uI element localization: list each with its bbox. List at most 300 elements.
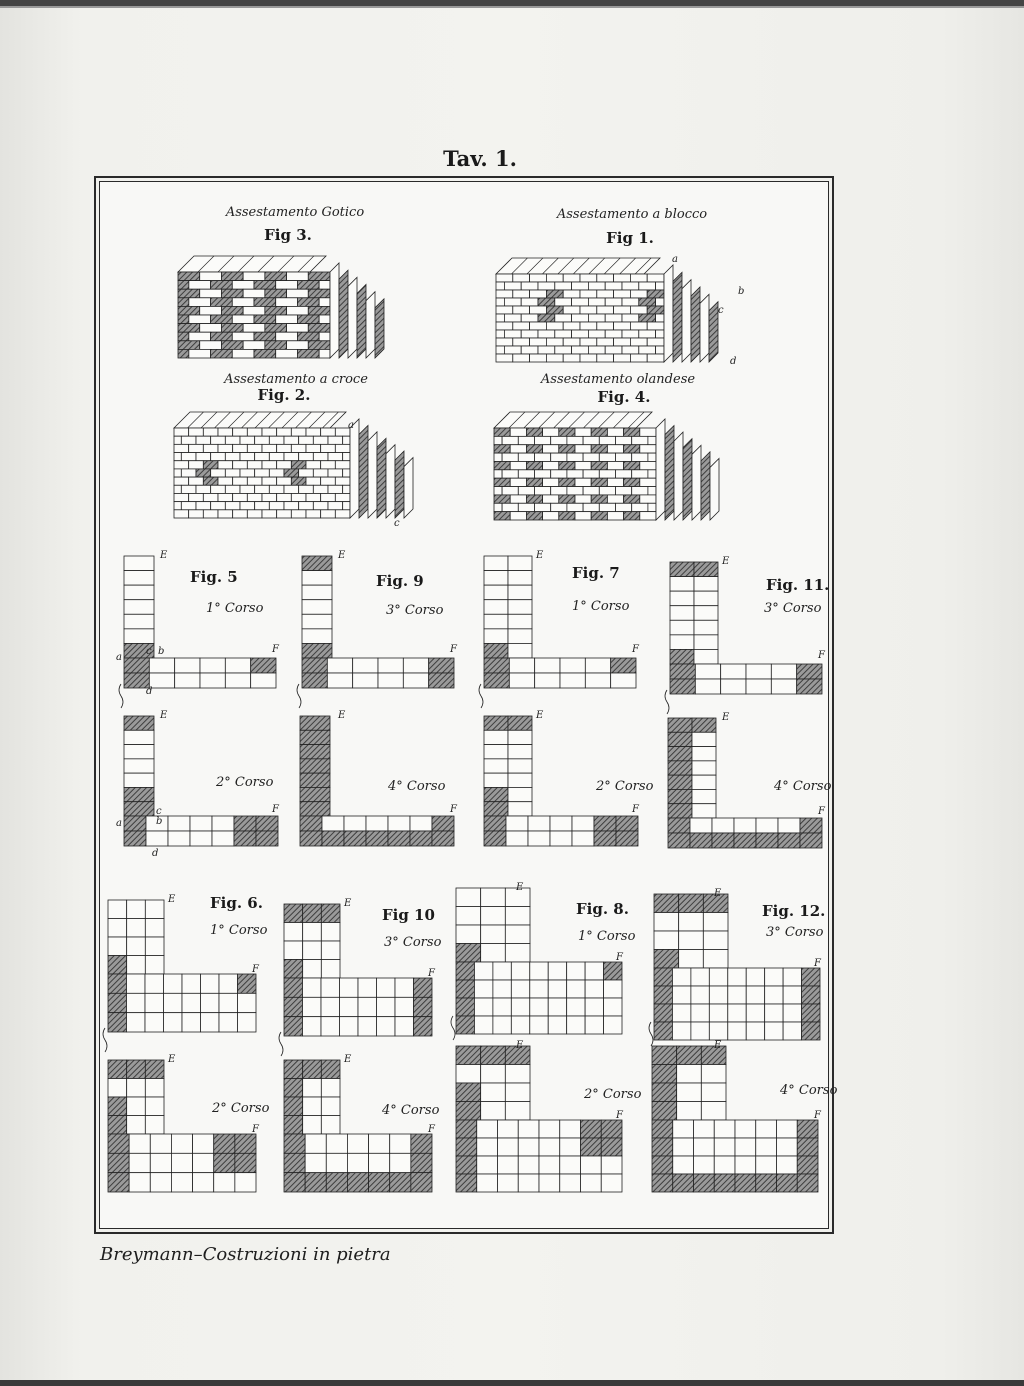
wall-brick [196, 469, 211, 477]
fig9-course-2-brick [300, 759, 330, 773]
fig8-course-1-brick [493, 980, 511, 998]
fig12-course-1-brick [709, 1022, 727, 1040]
fig12-course-1-brick [691, 1022, 709, 1040]
wall-brick [535, 487, 551, 495]
fig6-course-2-brick [235, 1134, 256, 1153]
fig5-course-1-brick [175, 673, 200, 688]
fig6-course-2-brick [127, 1116, 146, 1135]
fig5-course-2-brick [212, 831, 234, 846]
fig10-course-1-brick [414, 978, 433, 997]
fig8-course-2-brick [560, 1120, 581, 1138]
fig8-course-2-brick [477, 1174, 498, 1192]
fig7-course-1-brick [484, 585, 508, 600]
fig11-course-2-brick [734, 818, 756, 833]
fig10-course-2-brick [321, 1097, 340, 1116]
wall-brick [247, 428, 262, 436]
wall-brick [297, 349, 319, 358]
wall-brick [240, 502, 255, 510]
fig10-course-2-brick [369, 1173, 390, 1192]
wall-brick [656, 282, 664, 290]
wall-step-side [350, 419, 359, 518]
fig6-course-1-brick [108, 919, 127, 938]
fig12-course-2-brick [714, 1156, 735, 1174]
wall-brick [221, 306, 243, 315]
fig10-course-2-brick [305, 1173, 326, 1192]
wall-step-side [375, 299, 384, 358]
wall-brick [319, 332, 330, 341]
wall-brick [203, 428, 218, 436]
fig11-course-1-brick [694, 649, 718, 664]
wall-brick [647, 322, 664, 330]
fig9-course-2-brick [300, 730, 330, 744]
wall-brick [597, 354, 614, 362]
fig6-course-1-brick [127, 919, 146, 938]
wall-brick [287, 289, 309, 298]
fig9-course-1-brick [403, 658, 428, 673]
fig6-course-2-label: 2° Corso [212, 1101, 270, 1116]
fig11-course-1-brick [746, 679, 771, 694]
fig11-course-2-brick [690, 818, 712, 833]
wall-brick [247, 477, 262, 485]
fig8-course-2-brick [539, 1174, 560, 1192]
wall-step-side [357, 285, 366, 359]
fig10-course-1-brick [321, 941, 340, 960]
wall-brick [647, 338, 664, 346]
fig9-course-1-brick [302, 643, 332, 658]
fig5-course-2-brick [124, 773, 154, 787]
fig10-course-1-brick [321, 923, 340, 942]
fig12-course-2-brick [652, 1046, 677, 1065]
fig8-course-1-brick [481, 888, 506, 907]
wall-brick [494, 495, 510, 503]
wall-brick [211, 453, 226, 461]
wall-brick [607, 478, 623, 486]
wall-brick [319, 298, 330, 307]
wall-brick [616, 503, 632, 511]
wall-brick [218, 461, 233, 469]
fig11-group [665, 556, 832, 848]
fig8-course-1-brick [456, 998, 474, 1016]
wall-brick [640, 512, 656, 520]
fig12-letter-f-top: F [814, 958, 821, 969]
fig10-course-2-brick [390, 1134, 411, 1153]
wall-brick [647, 306, 664, 314]
wall-brick [616, 453, 632, 461]
fig12-course-1-label: 3° Corso [766, 925, 824, 940]
wall-brick [240, 485, 255, 493]
wall-brick [343, 453, 350, 461]
wall-brick [546, 338, 563, 346]
wall-brick [232, 349, 254, 358]
wall-brick [496, 306, 513, 314]
fig12-course-1-brick [802, 986, 820, 1004]
wall-brick [510, 461, 526, 469]
wall-brick [632, 470, 648, 478]
wall-brick [200, 324, 222, 333]
wall-brick [543, 495, 559, 503]
wall-brick [599, 470, 615, 478]
fig8-course-1-brick [548, 980, 566, 998]
wall-brick [254, 332, 276, 341]
fig9-letter-e-top: E [338, 550, 346, 561]
fig10-course-1-brick [284, 923, 303, 942]
fig8-course-2-brick [539, 1120, 560, 1138]
wall-brick [211, 349, 233, 358]
fig8-course-1-brick [456, 962, 474, 980]
fig1-letter-a: a [672, 254, 678, 265]
fig10-course-1-brick [284, 904, 303, 923]
wall-brick [622, 314, 639, 322]
fig7-course-2-brick [506, 816, 528, 831]
wall-brick [583, 436, 599, 444]
wall-top-face [496, 258, 660, 274]
fig12-course-1-brick [679, 913, 704, 932]
fig10-course-2-brick [305, 1153, 326, 1172]
fig6-course-1-brick [145, 956, 164, 975]
fig10-course-2-brick [303, 1079, 322, 1098]
fig8-course-2-brick [456, 1046, 481, 1065]
wall-brick [243, 341, 265, 350]
wall-brick [306, 461, 321, 469]
wall-brick [313, 469, 328, 477]
fig9-course-1-brick [378, 673, 403, 688]
wall-brick [530, 322, 547, 330]
wall-brick [277, 428, 292, 436]
wall-brick [265, 341, 287, 350]
fig6-course-2-brick [129, 1153, 150, 1172]
wall-brick [291, 461, 306, 469]
fig7-course-1-brick [484, 600, 508, 615]
fig9-course-2-brick [300, 787, 330, 801]
wall-brick [189, 315, 211, 324]
wall-brick [276, 315, 298, 324]
fig11-course-2-brick [668, 747, 692, 761]
wall-brick [496, 346, 504, 354]
fig6-course-bracket [103, 1028, 107, 1052]
wall-brick [607, 512, 623, 520]
fig11-course-1-brick [670, 606, 694, 621]
wall-brick [494, 512, 510, 520]
fig5-course-2-brick [234, 816, 256, 831]
wall-brick [588, 298, 605, 306]
wall-brick [543, 428, 559, 436]
wall-brick [233, 493, 248, 501]
fig11-course-1-brick [670, 679, 695, 694]
fig12-course-2-brick [756, 1174, 777, 1192]
fig12-course-1-brick [728, 986, 746, 1004]
fig8-course-2-brick [518, 1120, 539, 1138]
fig6-course-1-brick [127, 956, 146, 975]
fig10-course-1-brick [284, 978, 303, 997]
wall-brick [299, 453, 314, 461]
fig8-course-2-brick [518, 1174, 539, 1192]
wall-brick [335, 510, 350, 518]
wall-brick [254, 281, 276, 290]
fig10-course-2-brick [347, 1173, 368, 1192]
wall-brick [200, 289, 222, 298]
fig11-course-2-brick [692, 804, 716, 818]
fig10-group [279, 898, 442, 1192]
wall-brick [240, 436, 255, 444]
fig7-course-1-brick [484, 556, 508, 571]
fig8-course-2-brick [498, 1120, 519, 1138]
fig11-course-1-brick [721, 679, 746, 694]
wall-brick [225, 485, 240, 493]
wall-brick [247, 510, 262, 518]
wall-step-side [359, 425, 368, 518]
fig8-course-2-brick [481, 1065, 506, 1084]
wall-brick [648, 453, 656, 461]
wall-brick [504, 282, 521, 290]
wall-brick [174, 477, 189, 485]
wall-brick [189, 493, 204, 501]
wall-brick [518, 436, 534, 444]
fig12-course-2-brick [735, 1156, 756, 1174]
fig11-course-2-brick [668, 775, 692, 789]
wall-brick [262, 477, 277, 485]
fig5-letter-d-top: d [146, 686, 153, 697]
wall-brick [559, 428, 575, 436]
wall-brick [614, 290, 631, 298]
fig12-course-1-brick [672, 1004, 690, 1022]
wall-brick [656, 346, 664, 354]
fig12-course-1-brick [746, 1004, 764, 1022]
fig7-group [479, 550, 654, 846]
fig8-course-2-label: 2° Corso [584, 1087, 642, 1102]
fig7-course-bracket [479, 684, 483, 708]
fig8-course-2-brick [518, 1156, 539, 1174]
fig6-course-1-brick [201, 1013, 220, 1032]
fig10-letter-f-top: F [428, 968, 435, 979]
fig11-course-2-brick [778, 818, 800, 833]
fig7-course-2-brick [484, 745, 508, 759]
fig5-course-1-brick [251, 658, 276, 673]
fig12-course-2-brick [673, 1138, 694, 1156]
wall-brick [605, 298, 622, 306]
fig8-course-1-brick [604, 998, 622, 1016]
wall-brick [287, 324, 309, 333]
fig6-letter-e-bottom: E [168, 1054, 176, 1065]
fig12-course-2-brick [701, 1102, 726, 1121]
fig8-course-2-brick [481, 1046, 506, 1065]
wall-brick [189, 510, 204, 518]
fig5-course-2-brick [124, 759, 154, 773]
fig5-course-1-brick [124, 600, 154, 615]
wall-brick [640, 428, 656, 436]
wall-brick [513, 290, 530, 298]
fig10-course-1-brick [358, 997, 377, 1016]
fig10-course-1-brick [321, 997, 340, 1016]
fig12-course-2-brick [735, 1120, 756, 1138]
wall-brick [494, 470, 502, 478]
fig8-course-1-brick [511, 980, 529, 998]
fig6-course-1-brick [238, 974, 257, 993]
fig11-course-1-label: 3° Corso [764, 601, 822, 616]
fig5-letter-f-bottom: F [272, 804, 279, 815]
fig12-course-1-brick [654, 950, 679, 969]
wall-brick [225, 453, 240, 461]
fig12-course-1-brick [703, 913, 728, 932]
fig6-course-2-brick [145, 1116, 164, 1135]
fig7-course-2-brick [572, 816, 594, 831]
wall-brick [656, 298, 664, 306]
wall-brick [597, 322, 614, 330]
fig12-letter-f-bottom: F [814, 1110, 821, 1121]
wall-brick [291, 493, 306, 501]
wall-brick [530, 274, 547, 282]
fig12-course-1-brick [654, 986, 672, 1004]
fig10-course-2-brick [347, 1134, 368, 1153]
fig8-course-2 [456, 1046, 622, 1192]
fig12-course-1-brick [783, 1022, 801, 1040]
fig11-course-2-brick [734, 833, 756, 848]
fig5-course-1-brick [124, 629, 154, 644]
wall-brick [225, 502, 240, 510]
fig6-course-1-brick [127, 937, 146, 956]
wall-brick [510, 495, 526, 503]
fig12-course-1-brick [746, 1022, 764, 1040]
fig6-letter-f-top: F [252, 964, 259, 975]
wall-brick [580, 274, 597, 282]
fig10-course-2-brick [390, 1153, 411, 1172]
wall-brick [614, 274, 631, 282]
fig4-caption: Assestamento olandese [540, 372, 696, 387]
wall-brick [607, 495, 623, 503]
wall-brick [607, 461, 623, 469]
fig9-course-2-brick [344, 816, 366, 831]
wall-brick [614, 354, 631, 362]
fig6-course-1-brick [219, 974, 238, 993]
wall-brick [605, 330, 622, 338]
fig12-course-2-brick [797, 1156, 818, 1174]
fig6-course-1-brick [108, 1013, 127, 1032]
wall-brick [575, 461, 591, 469]
wall-brick [247, 461, 262, 469]
fig7-course-2-brick [484, 802, 508, 816]
fig10-course-2-brick [284, 1097, 303, 1116]
fig12-course-2-brick [677, 1102, 702, 1121]
wall-brick [632, 453, 648, 461]
wall-brick [313, 502, 328, 510]
fig10-letter-e-bottom: E [344, 1054, 352, 1065]
fig6-course-1-brick [201, 993, 220, 1012]
wall-brick [580, 322, 597, 330]
wall-brick [605, 282, 622, 290]
wall-brick [599, 487, 615, 495]
wall-brick [504, 298, 521, 306]
fig10-letter-e-top: E [344, 898, 352, 909]
wall-brick [335, 477, 350, 485]
fig12-label: Fig. 12. [762, 902, 826, 920]
wall-brick [583, 470, 599, 478]
wall-brick [218, 477, 233, 485]
wall-brick [656, 314, 664, 322]
wall-brick [588, 346, 605, 354]
fig11-course-2-brick [668, 718, 692, 732]
wall-brick [580, 354, 597, 362]
wall-brick [178, 272, 200, 281]
wall-brick [328, 469, 343, 477]
fig5-letter-a-top: a [116, 652, 122, 663]
fig7-course-2-brick [484, 716, 508, 730]
fig10-course-1-brick [340, 1017, 359, 1036]
fig5-course-2-brick [124, 816, 146, 831]
fig12-course-2-brick [652, 1174, 673, 1192]
fig10-course-2-brick [303, 1097, 322, 1116]
wall-brick [616, 470, 632, 478]
wall-brick [306, 444, 321, 452]
fig7-course-1-brick [535, 673, 560, 688]
fig12-course-1-brick [802, 1004, 820, 1022]
fig10-course-2-brick [321, 1079, 340, 1098]
fig6-letter-f-bottom: F [252, 1124, 259, 1135]
wall-brick [563, 322, 580, 330]
wall-brick [284, 436, 299, 444]
fig7-letter-e-top: E [536, 550, 544, 561]
wall-brick [510, 478, 526, 486]
fig6-course-2-brick [145, 1079, 164, 1098]
fig11-label: Fig. 11. [766, 576, 830, 594]
fig11-course-2-brick [690, 833, 712, 848]
fig6-course-1-brick [145, 937, 164, 956]
wall-brick [319, 349, 330, 358]
wall-brick [640, 461, 656, 469]
wall-step-side [701, 452, 710, 520]
fig7-course-1-brick [484, 571, 508, 586]
wall-brick [343, 502, 350, 510]
fig8-course-2-brick [456, 1083, 481, 1102]
wall-brick [496, 338, 513, 346]
fig8-course-1-brick [474, 962, 492, 980]
wall-brick [494, 445, 510, 453]
fig7-course-1-brick [508, 614, 532, 629]
fig12-course-2-brick [714, 1138, 735, 1156]
fig11-course-2-brick [712, 818, 734, 833]
fig7-course-2-brick [616, 816, 638, 831]
wall-brick [211, 315, 233, 324]
fig8-course-2-brick [456, 1065, 481, 1084]
wall-brick [502, 503, 518, 511]
fig10-course-1-brick [303, 923, 322, 942]
wall-brick [321, 493, 336, 501]
wall-brick [616, 436, 632, 444]
fig8-course-1-brick [505, 944, 530, 963]
fig8-course-1-brick [530, 1016, 548, 1034]
fig12-course-1-brick [654, 968, 672, 986]
wall-brick [630, 338, 647, 346]
wall-step-side [673, 272, 682, 362]
wall-brick [496, 298, 504, 306]
wall-step-side [700, 294, 709, 362]
fig8-course-2-brick [601, 1120, 622, 1138]
wall-brick [580, 290, 597, 298]
fig8-course-1-brick [585, 998, 603, 1016]
wall-brick [546, 322, 563, 330]
wall-brick [178, 332, 189, 341]
fig6-course-2-brick [127, 1060, 146, 1079]
fig11-course-1-brick [771, 664, 796, 679]
wall-brick [276, 298, 298, 307]
wall-step-side [368, 432, 377, 518]
fig12-course-1-brick [679, 950, 704, 969]
fig7-course-2-brick [594, 831, 616, 846]
wall-brick [647, 290, 664, 298]
wall-brick [284, 485, 299, 493]
fig11-course-2-brick [800, 818, 822, 833]
wall-brick [521, 314, 538, 322]
fig5-course-2-brick [124, 716, 154, 730]
wall-brick [543, 445, 559, 453]
